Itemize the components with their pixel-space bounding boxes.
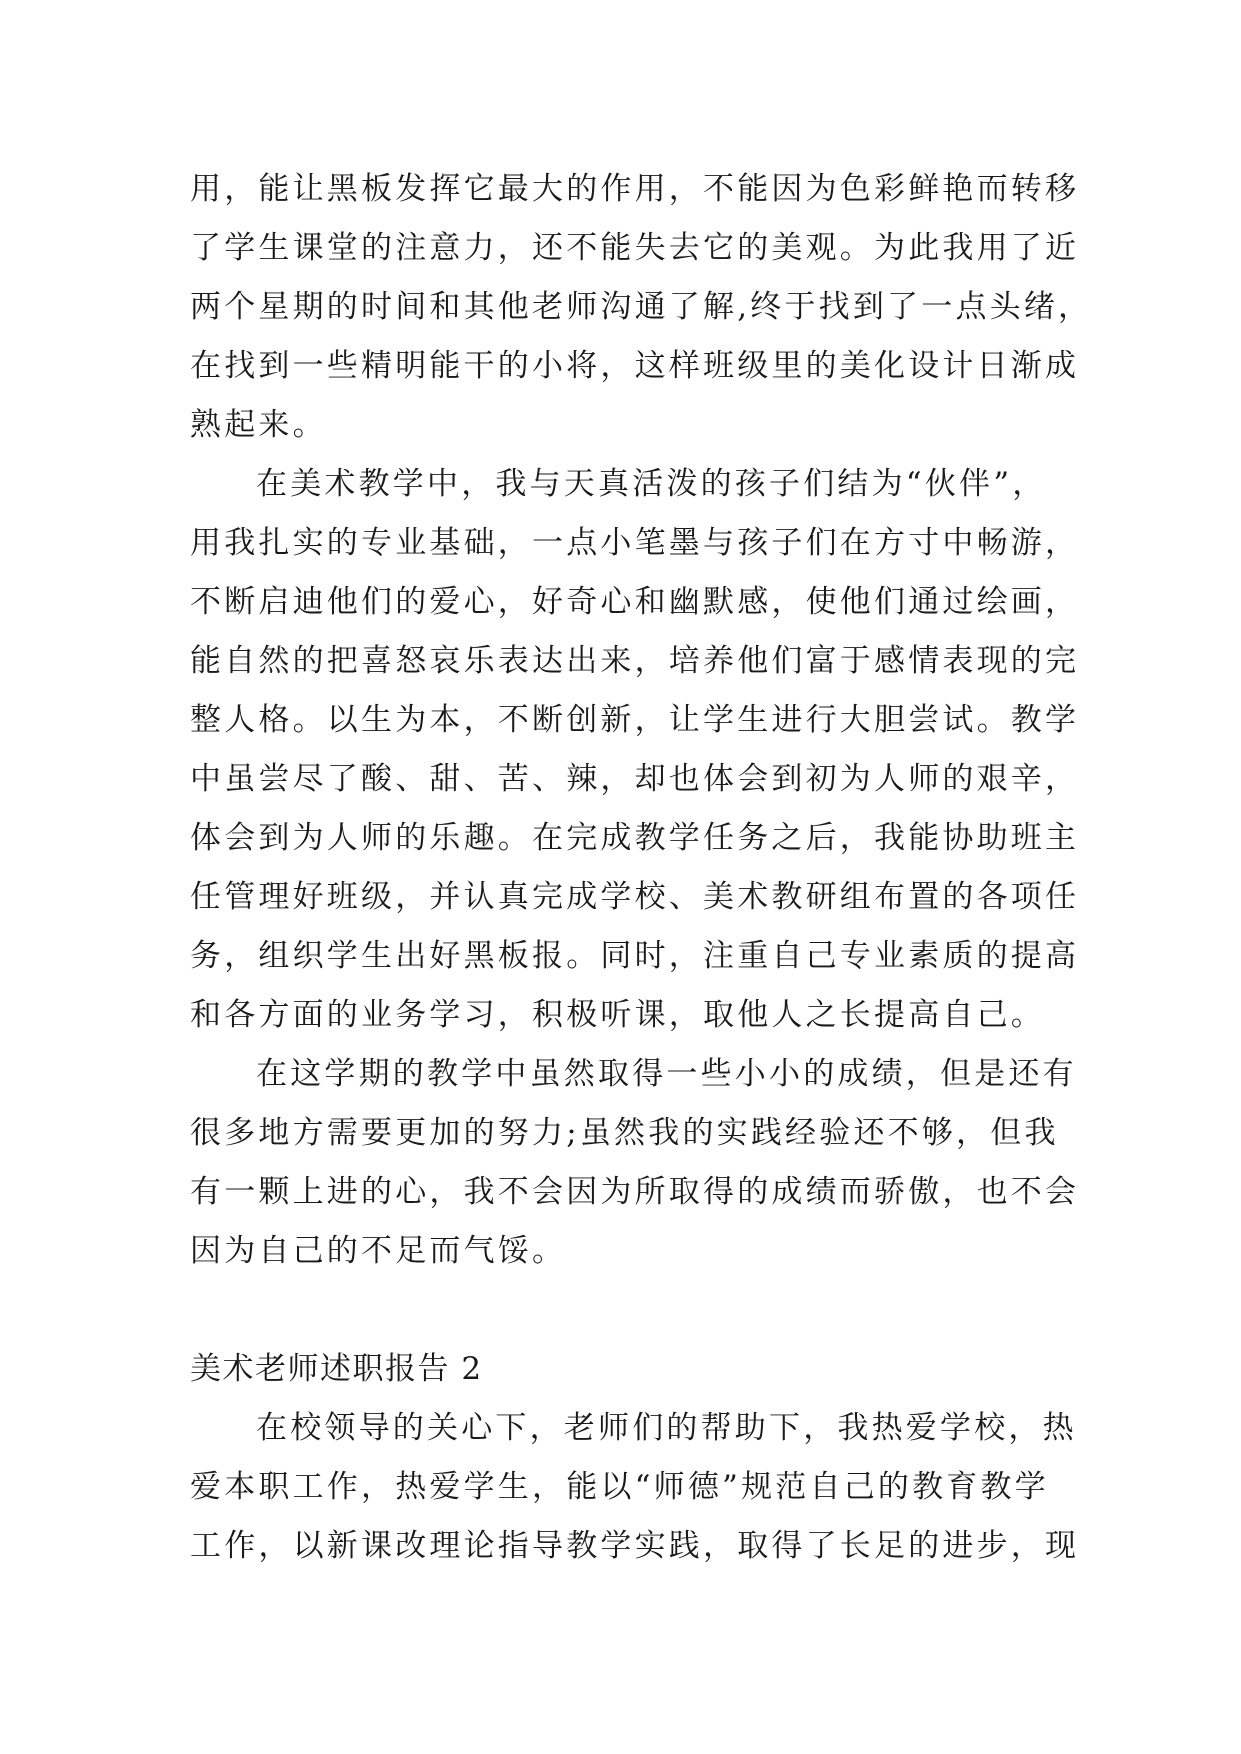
text-line: 体会到为人师的乐趣。在完成教学任务之后，我能协助班主 — [190, 820, 1080, 856]
paragraph-reflection — [190, 1045, 1090, 1281]
text-line: 和各方面的业务学习，积极听课，取他人之长提高自己。 — [190, 997, 1045, 1033]
text-line: 两个星期的时间和其他老师沟通了解,终于找到了一点头绪， — [190, 289, 1093, 325]
text-line: 中虽尝尽了酸、甜、苦、辣，却也体会到初为人师的艰辛， — [190, 761, 1080, 797]
paragraph-continuation — [190, 160, 1093, 455]
text-line: 在美术教学中，我与天真活泼的孩子们结为“伙伴”， — [256, 466, 1047, 502]
paragraph-section-two — [190, 1399, 1090, 1576]
text-line: 任管理好班级，并认真完成学校、美术教研组布置的各项任 — [190, 879, 1080, 915]
paragraph-teaching — [190, 455, 1090, 1045]
section-heading: 美术老师述职报告 2 — [190, 1351, 483, 1387]
text-line: 有一颗上进的心，我不会因为所取得的成绩而骄傲，也不会 — [190, 1174, 1080, 1210]
text-line: 因为自己的不足而气馁。 — [190, 1233, 567, 1269]
text-line: 用，能让黑板发挥它最大的作用，不能因为色彩鲜艳而转移 — [190, 171, 1080, 207]
text-line: 用我扎实的专业基础，一点小笔墨与孩子们在方寸中畅游， — [190, 525, 1080, 561]
text-line: 工作，以新课改理论指导教学实践，取得了长足的进步，现 — [190, 1528, 1080, 1564]
text-line: 不断启迪他们的爱心，好奇心和幽默感，使他们通过绘画， — [190, 584, 1080, 620]
text-line: 爱本职工作，热爱学生，能以“师德”规范自己的教育教学 — [190, 1469, 1049, 1505]
text-line: 整人格。以生为本，不断创新，让学生进行大胆尝试。教学 — [190, 702, 1080, 738]
text-line: 务，组织学生出好黑板报。同时，注重自己专业素质的提高 — [190, 938, 1080, 974]
document-body — [190, 160, 1093, 1576]
text-line: 在找到一些精明能干的小将，这样班级里的美化设计日渐成 — [190, 348, 1080, 384]
text-line: 了学生课堂的注意力，还不能失去它的美观。为此我用了近 — [190, 230, 1080, 266]
text-line: 熟起来。 — [190, 407, 327, 443]
text-line: 在这学期的教学中虽然取得一些小小的成绩，但是还有 — [256, 1056, 1077, 1092]
text-line: 在校领导的关心下，老师们的帮助下，我热爱学校，热 — [256, 1410, 1077, 1446]
text-line: 很多地方需要更加的努力;虽然我的实践经验还不够，但我 — [190, 1115, 1059, 1151]
text-line: 能自然的把喜怒哀乐表达出来，培养他们富于感情表现的完 — [190, 643, 1080, 679]
section-spacer — [190, 1281, 1090, 1340]
